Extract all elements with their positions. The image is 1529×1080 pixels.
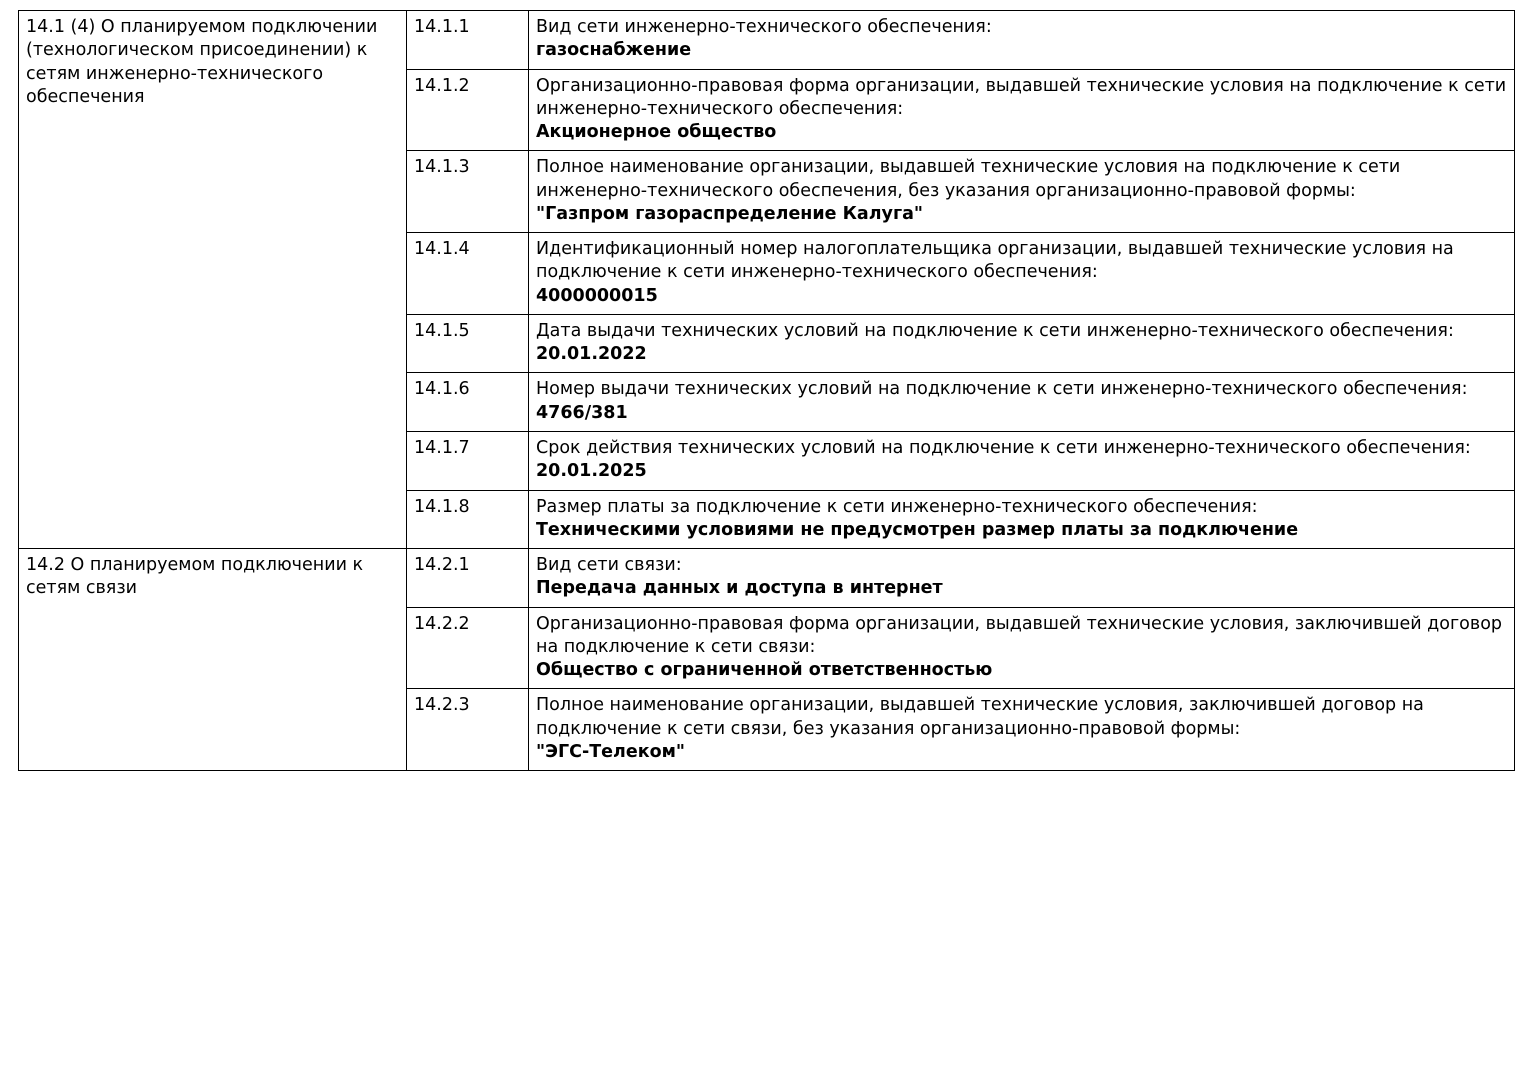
section-title: 14.1 (4) О планируемом подключении (технологическом присоединении) к сетям инженерно-технического обеспечения [26, 17, 378, 107]
row-value: Техническими условиями не предусмотрен размер платы за подключение [536, 519, 1299, 540]
row-code-cell [407, 314, 529, 373]
section-title: 14.2 О планируемом подключении к сетям связи [26, 555, 364, 599]
row-value: Общество с ограниченной ответственностью [536, 660, 993, 681]
section-title-cell [19, 549, 407, 771]
row-value: газоснабжение [536, 40, 692, 61]
row-label: Идентификационный номер налогоплательщика организации, выдавшей технические условия на подключение к сети инженерно-технического обеспечения: [536, 239, 1454, 283]
row-content-cell [529, 689, 1515, 771]
row-code-cell [407, 373, 529, 432]
row-content-cell [529, 69, 1515, 151]
row-code: 14.1.6 [414, 379, 470, 400]
row-value: 4000000015 [536, 285, 658, 306]
row-content-cell [529, 607, 1515, 689]
row-code: 14.1.1 [414, 17, 470, 37]
row-content-cell [529, 431, 1515, 490]
row-value: Передача данных и доступа в интернет [536, 578, 943, 599]
row-code: 14.1.3 [414, 157, 470, 178]
table-row [19, 11, 1515, 70]
row-code-cell [407, 431, 529, 490]
row-content-cell [529, 151, 1515, 233]
row-label: Организационно-правовая форма организации, выдавшей технические условия на подключение к сети инженерно-технического обеспечения: [536, 75, 1507, 119]
row-value: Акционерное общество [536, 122, 777, 143]
row-code: 14.2.1 [414, 555, 470, 576]
row-code: 14.1.5 [414, 320, 470, 341]
row-code-cell [407, 549, 529, 608]
row-code-cell [407, 607, 529, 689]
row-label: Вид сети связи: [536, 555, 682, 576]
row-label: Вид сети инженерно-технического обеспечения: [536, 17, 992, 37]
row-code: 14.1.4 [414, 239, 470, 260]
row-content-cell [529, 11, 1515, 70]
row-code-cell [407, 233, 529, 315]
section-title-cell [19, 11, 407, 549]
row-value: 20.01.2022 [536, 344, 647, 365]
row-value: 4766/381 [536, 402, 628, 423]
row-code-cell [407, 69, 529, 151]
row-code: 14.2.2 [414, 613, 470, 634]
row-label: Размер платы за подключение к сети инженерно-технического обеспечения: [536, 496, 1258, 517]
row-code-cell [407, 151, 529, 233]
row-code: 14.1.7 [414, 437, 470, 458]
row-value: "Газпром газораспределение Калуга" [536, 203, 924, 224]
row-code: 14.2.3 [414, 695, 470, 716]
row-content-cell [529, 490, 1515, 549]
row-label: Полное наименование организации, выдавшей технические условия, заключившей договор на подключение к сети связи, без указания организационно-правовой формы: [536, 695, 1424, 739]
row-label: Номер выдачи технических условий на подключение к сети инженерно-технического обеспечения: [536, 379, 1468, 400]
row-label: Организационно-правовая форма организации, выдавшей технические условия, заключившей договор на подключение к сети связи: [536, 613, 1503, 657]
row-content-cell [529, 373, 1515, 432]
table-row [19, 549, 1515, 608]
row-code: 14.1.8 [414, 496, 470, 517]
row-content-cell [529, 549, 1515, 608]
row-label: Полное наименование организации, выдавшей технические условия на подключение к сети инженерно-технического обеспечения, без указания организационно-правовой формы: [536, 157, 1401, 201]
row-code-cell [407, 689, 529, 771]
row-code: 14.1.2 [414, 75, 470, 96]
row-code-cell [407, 490, 529, 549]
row-label: Срок действия технических условий на подключение к сети инженерно-технического обеспечения: [536, 437, 1471, 458]
technical-conditions-table [18, 10, 1515, 771]
row-content-cell [529, 233, 1515, 315]
row-value: 20.01.2025 [536, 461, 647, 482]
row-label: Дата выдачи технических условий на подключение к сети инженерно-технического обеспечения: [536, 320, 1454, 341]
row-code-cell [407, 11, 529, 70]
row-value: "ЭГС-Телеком" [536, 741, 686, 762]
row-content-cell [529, 314, 1515, 373]
